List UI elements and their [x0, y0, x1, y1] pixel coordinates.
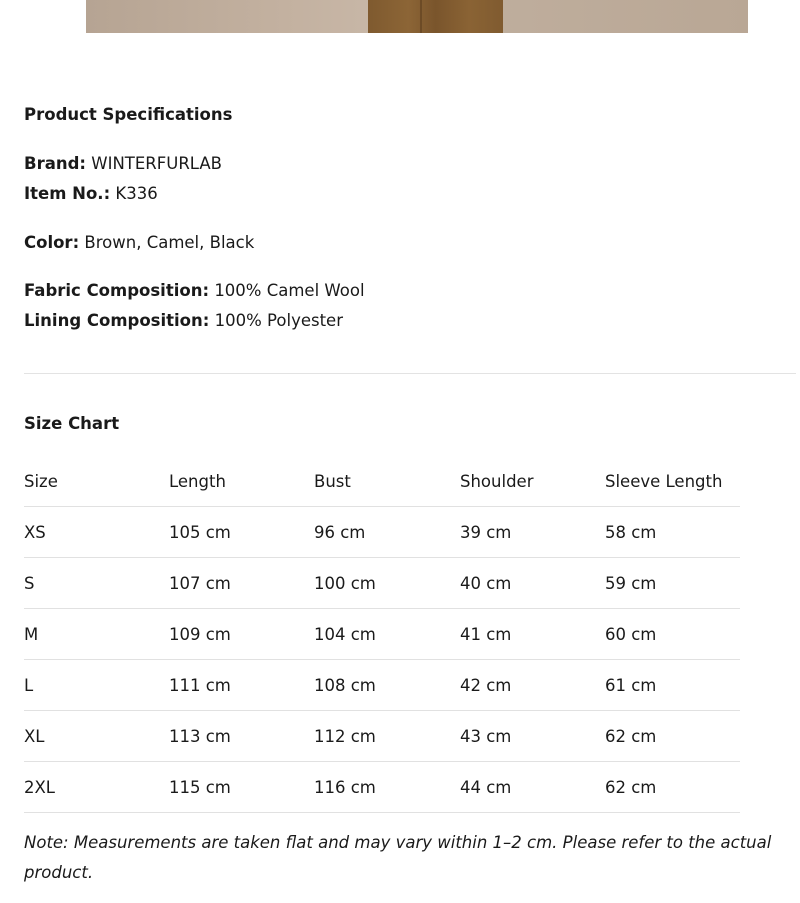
lining-label: Lining Composition: — [24, 311, 210, 330]
table-cell: M — [24, 609, 169, 660]
size-chart-table — [24, 457, 740, 813]
table-row — [24, 609, 740, 660]
fabric-line — [24, 276, 784, 306]
table-cell: XL — [24, 711, 169, 762]
table-cell: 2XL — [24, 762, 169, 813]
product-specifications — [24, 103, 784, 336]
brand-line — [24, 149, 784, 179]
column-header: Sleeve Length — [605, 457, 740, 507]
table-cell: 96 cm — [314, 507, 460, 558]
table-cell: 109 cm — [169, 609, 314, 660]
color-line — [24, 228, 784, 258]
table-cell: 61 cm — [605, 660, 740, 711]
table-cell: 44 cm — [460, 762, 605, 813]
table-row — [24, 711, 740, 762]
table-cell: XS — [24, 507, 169, 558]
table-cell: L — [24, 660, 169, 711]
table-cell: 62 cm — [605, 711, 740, 762]
table-cell: 113 cm — [169, 711, 314, 762]
brand-label: Brand: — [24, 154, 87, 173]
table-cell: 100 cm — [314, 558, 460, 609]
item-line — [24, 179, 784, 209]
lining-value: 100% Polyester — [214, 311, 343, 330]
table-row — [24, 660, 740, 711]
product-image — [86, 0, 748, 33]
table-cell: 115 cm — [169, 762, 314, 813]
column-header: Shoulder — [460, 457, 605, 507]
table-cell: 107 cm — [169, 558, 314, 609]
table-cell: 105 cm — [169, 507, 314, 558]
coat-image-detail — [368, 0, 503, 33]
table-row — [24, 762, 740, 813]
table-cell: 39 cm — [460, 507, 605, 558]
fabric-value: 100% Camel Wool — [214, 281, 365, 300]
table-row — [24, 558, 740, 609]
table-cell: 108 cm — [314, 660, 460, 711]
table-cell: 111 cm — [169, 660, 314, 711]
fabric-label: Fabric Composition: — [24, 281, 210, 300]
table-cell: 59 cm — [605, 558, 740, 609]
color-label: Color: — [24, 233, 80, 252]
table-row — [24, 507, 740, 558]
table-cell: 116 cm — [314, 762, 460, 813]
table-cell: 62 cm — [605, 762, 740, 813]
coat-seam-detail — [420, 0, 422, 33]
lining-line — [24, 306, 784, 336]
section-divider — [24, 373, 796, 374]
column-header: Length — [169, 457, 314, 507]
table-cell: 58 cm — [605, 507, 740, 558]
table-cell: 42 cm — [460, 660, 605, 711]
size-chart-header-row — [24, 457, 740, 507]
table-cell: 41 cm — [460, 609, 605, 660]
brand-value: WINTERFURLAB — [91, 154, 222, 173]
item-value: K336 — [115, 184, 158, 203]
table-cell: 40 cm — [460, 558, 605, 609]
color-value: Brown, Camel, Black — [84, 233, 255, 252]
table-cell: S — [24, 558, 169, 609]
table-cell: 112 cm — [314, 711, 460, 762]
table-cell: 104 cm — [314, 609, 460, 660]
table-cell: 43 cm — [460, 711, 605, 762]
measurement-note: Note: Measurements are taken flat and may vary within 1–2 cm. Please refer to the actual product. — [24, 833, 772, 882]
size-chart-title: Size Chart — [24, 414, 120, 433]
column-header: Size — [24, 457, 169, 507]
item-label: Item No.: — [24, 184, 111, 203]
table-cell: 60 cm — [605, 609, 740, 660]
specifications-heading: Product Specifications — [24, 105, 233, 124]
column-header: Bust — [314, 457, 460, 507]
